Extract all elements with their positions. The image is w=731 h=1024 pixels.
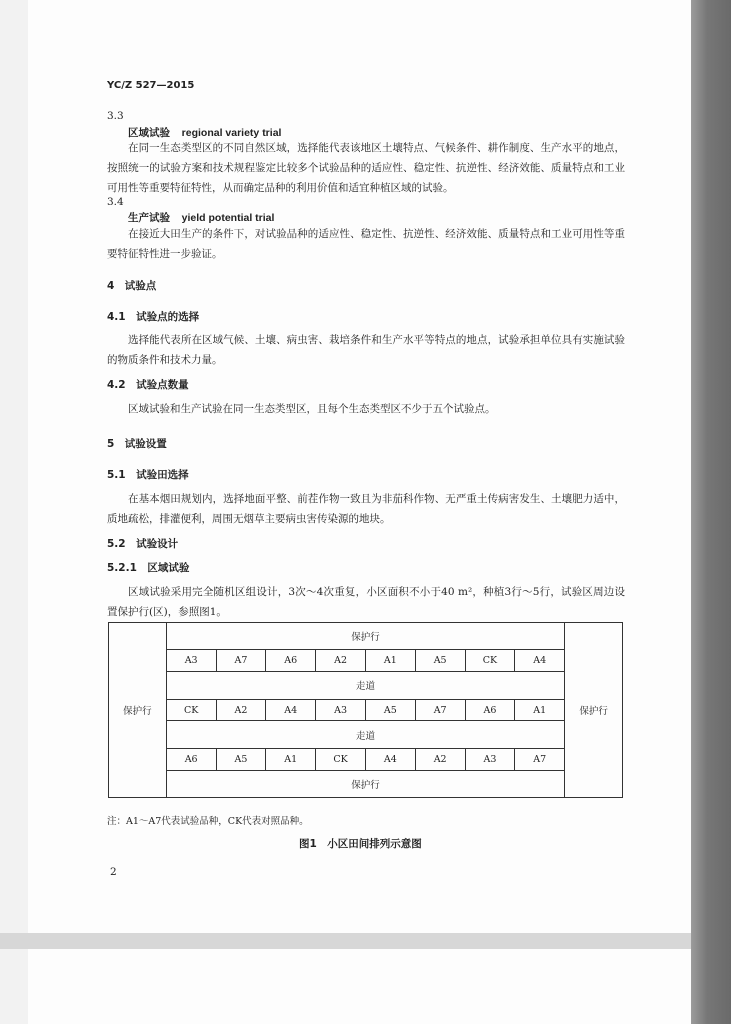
plot-cell: A2 bbox=[216, 699, 266, 721]
plot-cell: A2 bbox=[316, 650, 366, 672]
plot-cell: A4 bbox=[365, 748, 415, 770]
paragraph: 区域试验采用完全随机区组设计，3次～4次重复，小区面积不小于40 m²，种植3行～5行，试验区周边设置保护行(区)，参照图1。 bbox=[107, 586, 625, 618]
paragraph: 区域试验和生产试验在同一生态类型区，且每个生态类型区不少于五个试验点。 bbox=[128, 403, 496, 415]
paragraph: 在同一生态类型区的不同自然区域，选择能代表该地区土壤特点、气候条件、耕作制度、生产水平的地点，按照统一的试验方案和技术规程鉴定比较多个试验品种的适应性、稳定性、抗逆性、经济效能、质量特点和工业可用性等重要特征特性，从而确定品种的利用价值和适宜种植区域的试验。 bbox=[107, 142, 625, 194]
plot-cell: A5 bbox=[216, 748, 266, 770]
paragraph: 在基本烟田规划内，选择地面平整、前茬作物一致且为非茄科作物、无严重土传病害发生、土壤肥力适中，质地疏松，排灌便利，周围无烟草主要病虫害传染源的地块。 bbox=[107, 493, 625, 525]
plot-cell: A3 bbox=[465, 748, 515, 770]
plot-cell: A1 bbox=[365, 650, 415, 672]
paragraph: 选择能代表所在区域气候、土壤、病虫害、栽培条件和生产水平等特点的地点，试验承担单位具有实施试验的物质条件和技术力量。 bbox=[107, 334, 625, 366]
section-heading: 5 试验设置 bbox=[107, 438, 167, 450]
figure-caption: 图1 小区田间排列示意图 bbox=[299, 838, 422, 850]
section-number: 3.4 bbox=[107, 196, 124, 208]
plot-cell: A1 bbox=[266, 748, 316, 770]
section-heading: 5.2 试验设计 bbox=[107, 538, 179, 550]
document-code: YC/Z 527—2015 bbox=[107, 80, 195, 91]
section-heading: 5.2.1 区域试验 bbox=[107, 562, 190, 574]
walkway-row: 走道 bbox=[166, 721, 564, 748]
term-cn: 区域试验 bbox=[128, 127, 170, 139]
left-margin bbox=[0, 0, 28, 1024]
plot-cell: CK bbox=[166, 699, 216, 721]
plot-cell: CK bbox=[465, 650, 515, 672]
plot-cell: CK bbox=[316, 748, 366, 770]
plot-row-1 bbox=[109, 650, 623, 672]
section-heading: 4.1 试验点的选择 bbox=[107, 311, 200, 323]
plot-cell: A7 bbox=[515, 748, 565, 770]
term-en: yield potential trial bbox=[181, 212, 275, 224]
plot-cell: A1 bbox=[515, 699, 565, 721]
section-heading: 5.1 试验田选择 bbox=[107, 469, 189, 481]
plot-cell: A7 bbox=[216, 650, 266, 672]
plot-cell: A7 bbox=[415, 699, 465, 721]
plot-cell: A5 bbox=[365, 699, 415, 721]
section-heading: 4.2 试验点数量 bbox=[107, 379, 189, 391]
section-number: 3.3 bbox=[107, 110, 124, 122]
guard-row-top: 保护行 bbox=[166, 623, 564, 650]
plot-cell: A6 bbox=[465, 699, 515, 721]
plot-row-3 bbox=[109, 748, 623, 770]
plot-row-2 bbox=[109, 699, 623, 721]
section-heading: 4 试验点 bbox=[107, 280, 157, 292]
plot-cell: A4 bbox=[266, 699, 316, 721]
plot-cell: A3 bbox=[166, 650, 216, 672]
term-en: regional variety trial bbox=[181, 127, 282, 139]
plot-layout-figure bbox=[108, 622, 623, 798]
walkway-row: 走道 bbox=[166, 672, 564, 699]
guard-column-right: 保护行 bbox=[565, 623, 623, 798]
page-separator bbox=[0, 933, 731, 949]
paragraph: 在接近大田生产的条件下，对试验品种的适应性、稳定性、抗逆性、经济效能、质量特点和工业可用性等重要特征特性进一步验证。 bbox=[107, 228, 625, 260]
plot-cell: A6 bbox=[266, 650, 316, 672]
viewer-scroll-gutter[interactable] bbox=[691, 0, 731, 1024]
guard-row-bottom: 保护行 bbox=[166, 770, 564, 797]
term-cn: 生产试验 bbox=[128, 212, 170, 224]
plot-cell: A2 bbox=[415, 748, 465, 770]
plot-cell: A6 bbox=[166, 748, 216, 770]
page-number: 2 bbox=[110, 866, 117, 878]
plot-cell: A3 bbox=[316, 699, 366, 721]
plot-cell: A4 bbox=[515, 650, 565, 672]
guard-column-left: 保护行 bbox=[109, 623, 167, 798]
next-document-page bbox=[28, 949, 691, 1024]
plot-cell: A5 bbox=[415, 650, 465, 672]
figure-note: 注：A1～A7代表试验品种，CK代表对照品种。 bbox=[107, 816, 309, 827]
